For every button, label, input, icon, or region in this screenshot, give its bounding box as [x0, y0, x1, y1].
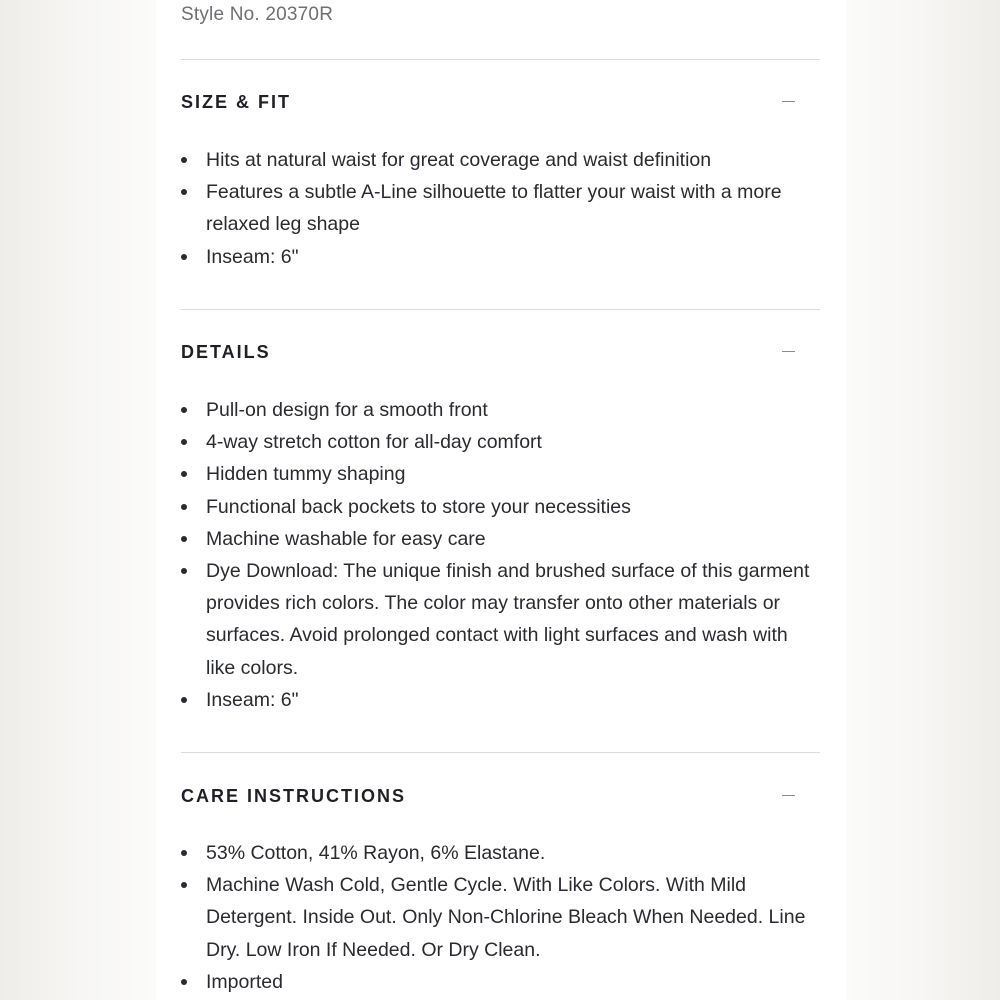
details-accordion-header[interactable]: [181, 341, 821, 371]
bullet-icon: [181, 471, 187, 477]
size-fit-accordion-header[interactable]: [181, 91, 821, 121]
list-item: [181, 176, 811, 240]
bullet-icon: [181, 157, 187, 163]
bullet-icon: [181, 536, 187, 542]
list-item-text: Dye Download: The unique finish and brushed surface of this garment provides rich colors. The color may transfer onto other materials or surfaces. Avoid prolonged contact with light surfaces and wash with like colors.: [206, 560, 810, 679]
bullet-icon: [181, 882, 187, 888]
divider: [181, 752, 820, 753]
list-item: [181, 458, 811, 490]
divider: [181, 309, 820, 310]
divider: [181, 59, 820, 60]
bullet-icon: [181, 439, 187, 445]
size-fit-list: [181, 144, 811, 273]
details-list: [181, 394, 811, 716]
list-item: [181, 966, 811, 998]
details-title: DETAILS: [181, 342, 271, 362]
bullet-icon: [181, 979, 187, 985]
list-item: [181, 394, 811, 426]
list-item: [181, 869, 811, 966]
bullet-icon: [181, 504, 187, 510]
list-item-text: Hits at natural waist for great coverage and waist definition: [206, 149, 712, 171]
list-item-text: Hidden tummy shaping: [206, 463, 406, 486]
list-item: [181, 426, 811, 458]
list-item: [181, 837, 811, 869]
minus-icon[interactable]: [782, 351, 795, 352]
list-item-text: Features a subtle A-Line silhouette to flatter your waist with a more relaxed leg shape: [206, 181, 782, 236]
list-item-text: 53% Cotton, 41% Rayon, 6% Elastane.: [206, 842, 546, 864]
list-item-text: Pull-on design for a smooth front: [206, 399, 488, 421]
care-list: [181, 837, 811, 998]
list-item-text: Imported: [206, 970, 283, 993]
style-number: Style No. 20370R: [181, 4, 334, 25]
bullet-icon: [181, 850, 187, 856]
product-info-panel: [156, 0, 846, 1000]
list-item: [181, 523, 811, 555]
care-title: CARE INSTRUCTIONS: [181, 786, 407, 806]
list-item-text: Machine Wash Cold, Gentle Cycle. With Like Colors. With Mild Detergent. Inside Out. Only Non-Chlorine Bleach When Needed. Line Dry. Low Iron If Needed. Or Dry Clean.: [206, 874, 806, 961]
bullet-icon: [181, 568, 187, 574]
minus-icon[interactable]: [782, 795, 795, 796]
minus-icon[interactable]: [782, 101, 795, 102]
bullet-icon: [181, 189, 187, 195]
list-item: [181, 144, 811, 176]
list-item-text: Inseam: 6": [206, 245, 299, 268]
size-fit-title: SIZE & FIT: [181, 92, 291, 112]
list-item-text: Functional back pockets to store your necessities: [206, 495, 631, 518]
list-item: [181, 684, 811, 716]
list-item: [181, 491, 811, 523]
list-item-text: 4-way stretch cotton for all-day comfort: [206, 431, 542, 454]
list-item: [181, 555, 811, 684]
bullet-icon: [181, 697, 187, 703]
list-item: [181, 241, 811, 273]
list-item-text: Inseam: 6": [206, 688, 299, 711]
bullet-icon: [181, 407, 187, 413]
list-item-text: Machine washable for easy care: [206, 527, 486, 550]
care-accordion-header[interactable]: [181, 785, 821, 815]
bullet-icon: [181, 254, 187, 260]
